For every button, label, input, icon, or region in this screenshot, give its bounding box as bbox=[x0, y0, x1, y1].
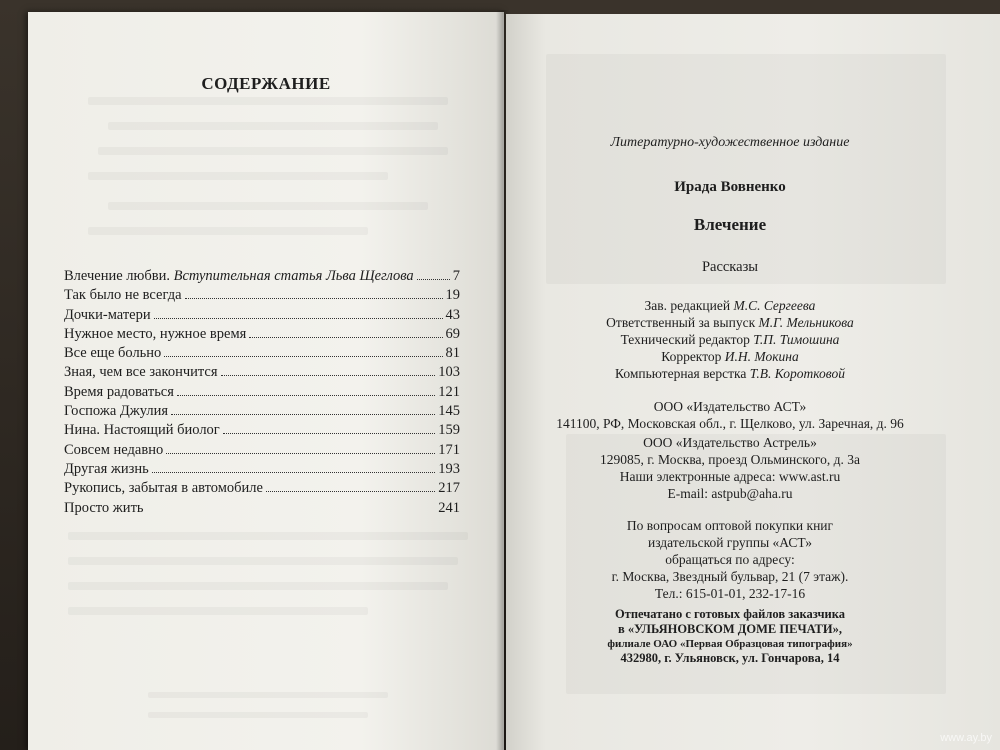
web-address: Наши электронные адреса: www.ast.ru bbox=[619, 469, 841, 484]
toc-entry-title: Все еще больно bbox=[64, 345, 162, 362]
show-through-text bbox=[108, 122, 438, 130]
toc-entry-title: Просто жить bbox=[64, 499, 144, 516]
site-watermark: www.ay.by bbox=[940, 732, 992, 744]
right-page bbox=[506, 14, 1000, 750]
printing-block bbox=[506, 607, 954, 666]
toc-entry-title: Другая жизнь bbox=[64, 460, 149, 477]
printing-line: Отпечатано с готовых файлов заказчика bbox=[614, 607, 846, 621]
show-through-image bbox=[546, 54, 946, 284]
wholesale-line: обращаться по адресу: bbox=[665, 552, 795, 567]
wholesale-block bbox=[506, 517, 954, 602]
toc-page-number: 121 bbox=[438, 383, 460, 400]
toc-page-number: 69 bbox=[445, 325, 460, 342]
wholesale-line: издательской группы «АСТ» bbox=[647, 535, 813, 550]
show-through-text bbox=[68, 607, 368, 615]
publisher-address: 141100, РФ, Московская обл., г. Щелково, ул. Заречная, д. 96 bbox=[556, 416, 904, 431]
credit-line: Технический редактор Т.П. Тимошина bbox=[620, 332, 840, 347]
toc-entry bbox=[64, 421, 460, 440]
show-through-text bbox=[88, 227, 368, 235]
toc-entry bbox=[64, 286, 460, 305]
toc-page-number: 159 bbox=[438, 422, 460, 439]
toc-entry bbox=[64, 441, 460, 460]
toc-page-number: 43 bbox=[445, 306, 460, 323]
toc-entry bbox=[64, 460, 460, 479]
toc-leader-dots bbox=[417, 279, 450, 280]
credit-line: Зав. редакцией М.С. Сергеева bbox=[644, 298, 816, 313]
toc-leader-dots bbox=[249, 337, 442, 338]
toc-entry-title: Госпожа Джулия bbox=[64, 403, 169, 420]
left-page bbox=[28, 12, 504, 750]
show-through-text bbox=[68, 532, 468, 540]
credit-line: Корректор И.Н. Мокина bbox=[661, 349, 799, 364]
toc-leader-dots bbox=[221, 375, 436, 376]
genre-label: Рассказы bbox=[701, 259, 759, 275]
toc-leader-dots bbox=[154, 318, 443, 319]
wholesale-line: г. Москва, Звездный бульвар, 21 (7 этаж). bbox=[611, 569, 849, 584]
publisher-name: ООО «Издательство АСТ» bbox=[653, 399, 807, 414]
credits-block bbox=[506, 297, 954, 382]
printing-line: филиале ОАО «Первая Образцовая типография» bbox=[607, 638, 853, 650]
toc-page-number: 81 bbox=[445, 345, 460, 362]
wholesale-line: По вопросам оптовой покупки книг bbox=[626, 518, 834, 533]
show-through-text bbox=[68, 582, 448, 590]
toc-entry-title: Так было не всегда bbox=[64, 287, 182, 304]
toc-page-number: 241 bbox=[438, 499, 460, 516]
toc-entry bbox=[64, 325, 460, 344]
toc-entry-title: Нина. Настоящий биолог bbox=[64, 422, 220, 439]
toc-page-number: 217 bbox=[438, 480, 460, 497]
show-through-text bbox=[68, 557, 458, 565]
show-through-text bbox=[148, 692, 388, 698]
toc-page-number: 193 bbox=[438, 460, 460, 477]
toc-entry-title: Нужное место, нужное время bbox=[64, 325, 247, 342]
toc-leader-dots bbox=[185, 298, 443, 299]
publisher-block bbox=[506, 398, 954, 502]
toc-page-number: 19 bbox=[445, 287, 460, 304]
show-through-text bbox=[88, 172, 388, 180]
toc-entry-title: Зная, чем все закончится bbox=[64, 364, 218, 381]
toc-entry-title: Дочки-матери bbox=[64, 306, 151, 323]
show-through-text bbox=[148, 712, 368, 718]
wholesale-line: Тел.: 615-01-01, 232-17-16 bbox=[654, 586, 806, 601]
credit-line: Ответственный за выпуск М.Г. Мельникова bbox=[606, 315, 854, 330]
book-title: Влечение bbox=[693, 215, 767, 234]
author-name: Ирада Вовненко bbox=[674, 179, 786, 195]
toc-entry bbox=[64, 363, 460, 382]
toc-entry bbox=[64, 479, 460, 498]
toc-page-number: 7 bbox=[452, 268, 460, 284]
toc-entry bbox=[64, 267, 460, 286]
table-of-contents bbox=[64, 267, 460, 518]
email-address: E-mail: astpub@aha.ru bbox=[667, 486, 793, 501]
credit-line: Компьютерная верстка Т.В. Коротковой bbox=[615, 366, 845, 381]
show-through-text bbox=[88, 97, 448, 105]
toc-entry bbox=[64, 499, 460, 518]
toc-entry-title: Влечение любви. bbox=[64, 268, 170, 284]
publisher-address: 129085, г. Москва, проезд Ольминского, д. 3а bbox=[600, 452, 860, 467]
show-through-text bbox=[98, 147, 448, 155]
toc-page-number: 145 bbox=[438, 403, 460, 420]
publisher-name: ООО «Издательство Астрель» bbox=[643, 435, 817, 450]
toc-page-number: 171 bbox=[438, 441, 460, 458]
toc-entry bbox=[64, 402, 460, 421]
toc-entry-subtitle: Вступительная статья Льва Щеглова bbox=[173, 268, 414, 284]
toc-leader-dots bbox=[177, 395, 435, 396]
toc-heading: СОДЕРЖАНИЕ bbox=[201, 74, 331, 93]
show-through-text bbox=[108, 202, 428, 210]
printing-line: в «УЛЬЯНОВСКОМ ДОМЕ ПЕЧАТИ», bbox=[618, 622, 842, 636]
toc-leader-dots bbox=[164, 356, 442, 357]
toc-leader-dots bbox=[166, 453, 435, 454]
toc-entry-title: Рукопись, забытая в автомобиле bbox=[64, 480, 263, 497]
toc-entry bbox=[64, 344, 460, 363]
toc-leader-dots bbox=[171, 414, 435, 415]
toc-entry-title: Совсем недавно bbox=[64, 441, 164, 458]
toc-page-number: 103 bbox=[438, 364, 460, 381]
toc-leader-dots bbox=[266, 491, 435, 492]
toc-entry-title: Время радоваться bbox=[64, 383, 174, 400]
toc-entry bbox=[64, 306, 460, 325]
toc-entry bbox=[64, 383, 460, 402]
printing-line: 432980, г. Ульяновск, ул. Гончарова, 14 bbox=[620, 651, 840, 665]
edition-type: Литературно-художественное издание bbox=[610, 135, 850, 150]
toc-leader-dots bbox=[223, 433, 436, 434]
toc-leader-dots bbox=[152, 472, 435, 473]
